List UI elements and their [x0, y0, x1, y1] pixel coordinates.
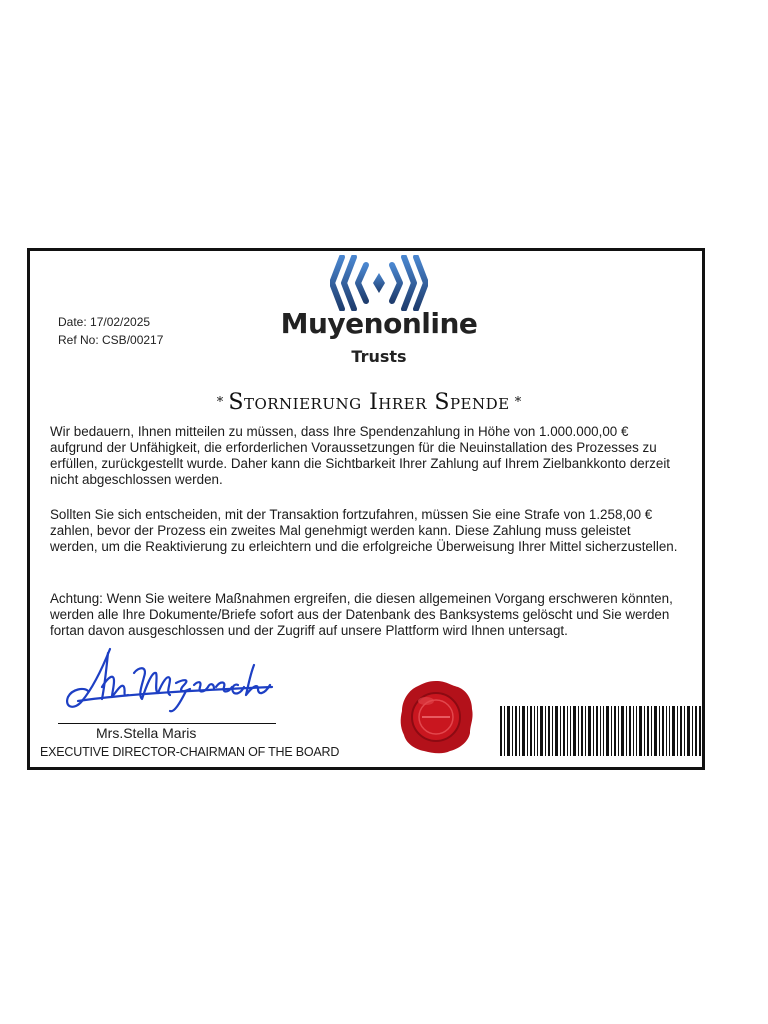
signer-name: Mrs.Stella Maris	[96, 725, 197, 741]
star-icon: *	[514, 395, 522, 410]
paragraph-penalty: Sollten Sie sich entscheiden, mit der Transaktion fortzufahren, müssen Sie eine Strafe von 1.258,00 € zahlen, bevor der Prozess ein zweites Mal genehmigt werden kann. Diese Zahlung muss geleistet werden, um die Reaktivierung zu erleichtern und die erfolgreiche Überweisung Ihrer Mittel sicherzustellen.	[50, 507, 678, 554]
letter-title-row	[30, 390, 708, 415]
paragraph-warning: Achtung: Wenn Sie weitere Maßnahmen ergreifen, die diesen allgemeinen Vorgang erschweren könnten, werden alle Ihre Dokumente/Briefe sofort aus der Datenbank des Banksystems gelöscht und Sie werden fortan davon ausgeschlossen und der Zugriff auf unsere Plattform wird Ihnen untersagt.	[50, 591, 673, 638]
brand-name: Muyenonline	[280, 307, 478, 340]
handwritten-signature	[58, 643, 278, 719]
star-icon: *	[216, 395, 224, 410]
letter-title: Stornierung Ihrer Spende	[228, 390, 510, 415]
letter-date: Date: 17/02/2025	[58, 315, 151, 329]
red-wax-seal-icon	[398, 679, 474, 755]
donation-cancellation-letter	[27, 248, 705, 770]
barcode-icon	[500, 706, 702, 756]
muyenonline-logo-icon	[330, 255, 428, 311]
brand-subtitle: Trusts	[351, 347, 407, 366]
paragraph-notice: Wir bedauern, Ihnen mitteilen zu müssen, dass Ihre Spendenzahlung in Höhe von 1.000.000,00 € aufgrund der Unfähigkeit, die erforderlichen Voraussetzungen für die Neuinstallation des Prozesses zu erfüllen, zurückgestellt wurde. Daher kann die Sichtbarkeit Ihrer Zahlung auf Ihrem Zielbankkonto derzeit nicht abgeschlossen werden.	[50, 424, 671, 487]
signature-line	[58, 723, 276, 724]
signer-title: EXECUTIVE DIRECTOR-CHAIRMAN OF THE BOARD	[40, 745, 340, 759]
reference-number: Ref No: CSB/00217	[58, 333, 164, 347]
